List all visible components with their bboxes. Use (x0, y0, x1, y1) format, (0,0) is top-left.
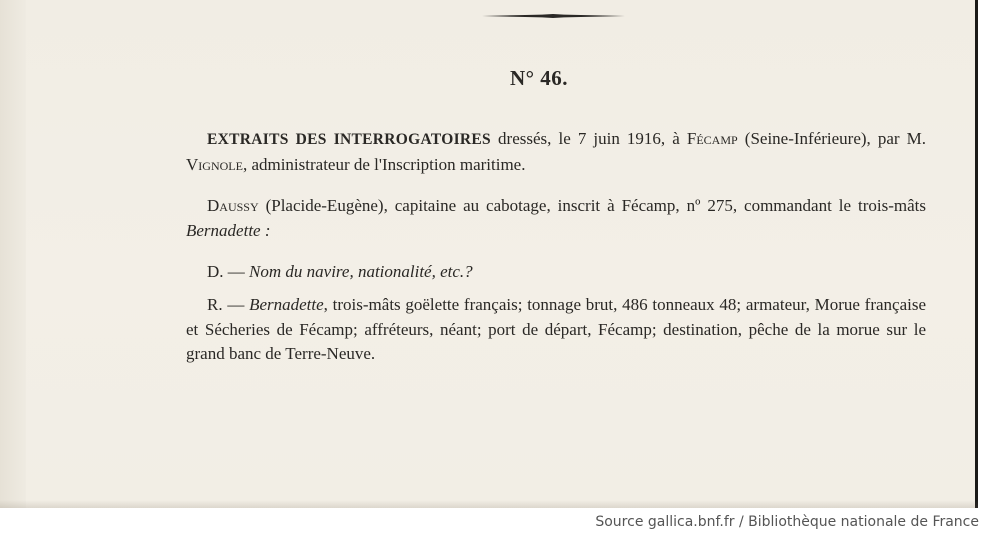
name-vignole: Vignole (186, 154, 243, 174)
question-line (186, 260, 926, 285)
question-prefix: D. — (207, 262, 250, 281)
name-daussy: Daussy (207, 196, 259, 215)
p1-text-c: , administrateur de l'Inscription maritime. (242, 154, 526, 174)
ship-name: Bernadette : (186, 220, 271, 240)
p1-text-b: (Seine-Inférieure), par M. (737, 129, 927, 148)
paragraph-extraits (186, 127, 926, 177)
answer-prefix: R. — (207, 295, 250, 314)
paragraph-daussy (186, 194, 926, 243)
question-text: Nom du navire, nationalité, etc.? (249, 262, 473, 281)
answer-paragraph (186, 293, 926, 367)
p1-text-a: dressés, le 7 juin 1916, à (490, 129, 687, 148)
answer-ship-name: Bernadette (249, 295, 324, 314)
extraits-lead: EXTRAITS DES INTERROGATOIRES (207, 131, 491, 148)
document-number-heading: N° 46. (509, 66, 569, 90)
place-fecamp: Fécamp (686, 129, 738, 148)
decorative-rule (482, 14, 625, 18)
source-attribution: Source gallica.bnf.fr / Bibliothèque nationale de France (595, 514, 979, 530)
p2-text: (Placide-Eugène), capitaine au cabotage, inscrit à Fécamp, nº 275, commandant le trois-mâts (258, 196, 926, 215)
answer-text: , trois-mâts goëlette français; tonnage brut, 486 tonneaux 48; armateur, Morue française et Sécheries de Fécamp; affréteurs, néant; port de départ, Fécamp; destination, pêche de la morue sur le grand banc de Terre-Neuve. (186, 295, 926, 363)
page-bottom-shade (0, 500, 978, 508)
